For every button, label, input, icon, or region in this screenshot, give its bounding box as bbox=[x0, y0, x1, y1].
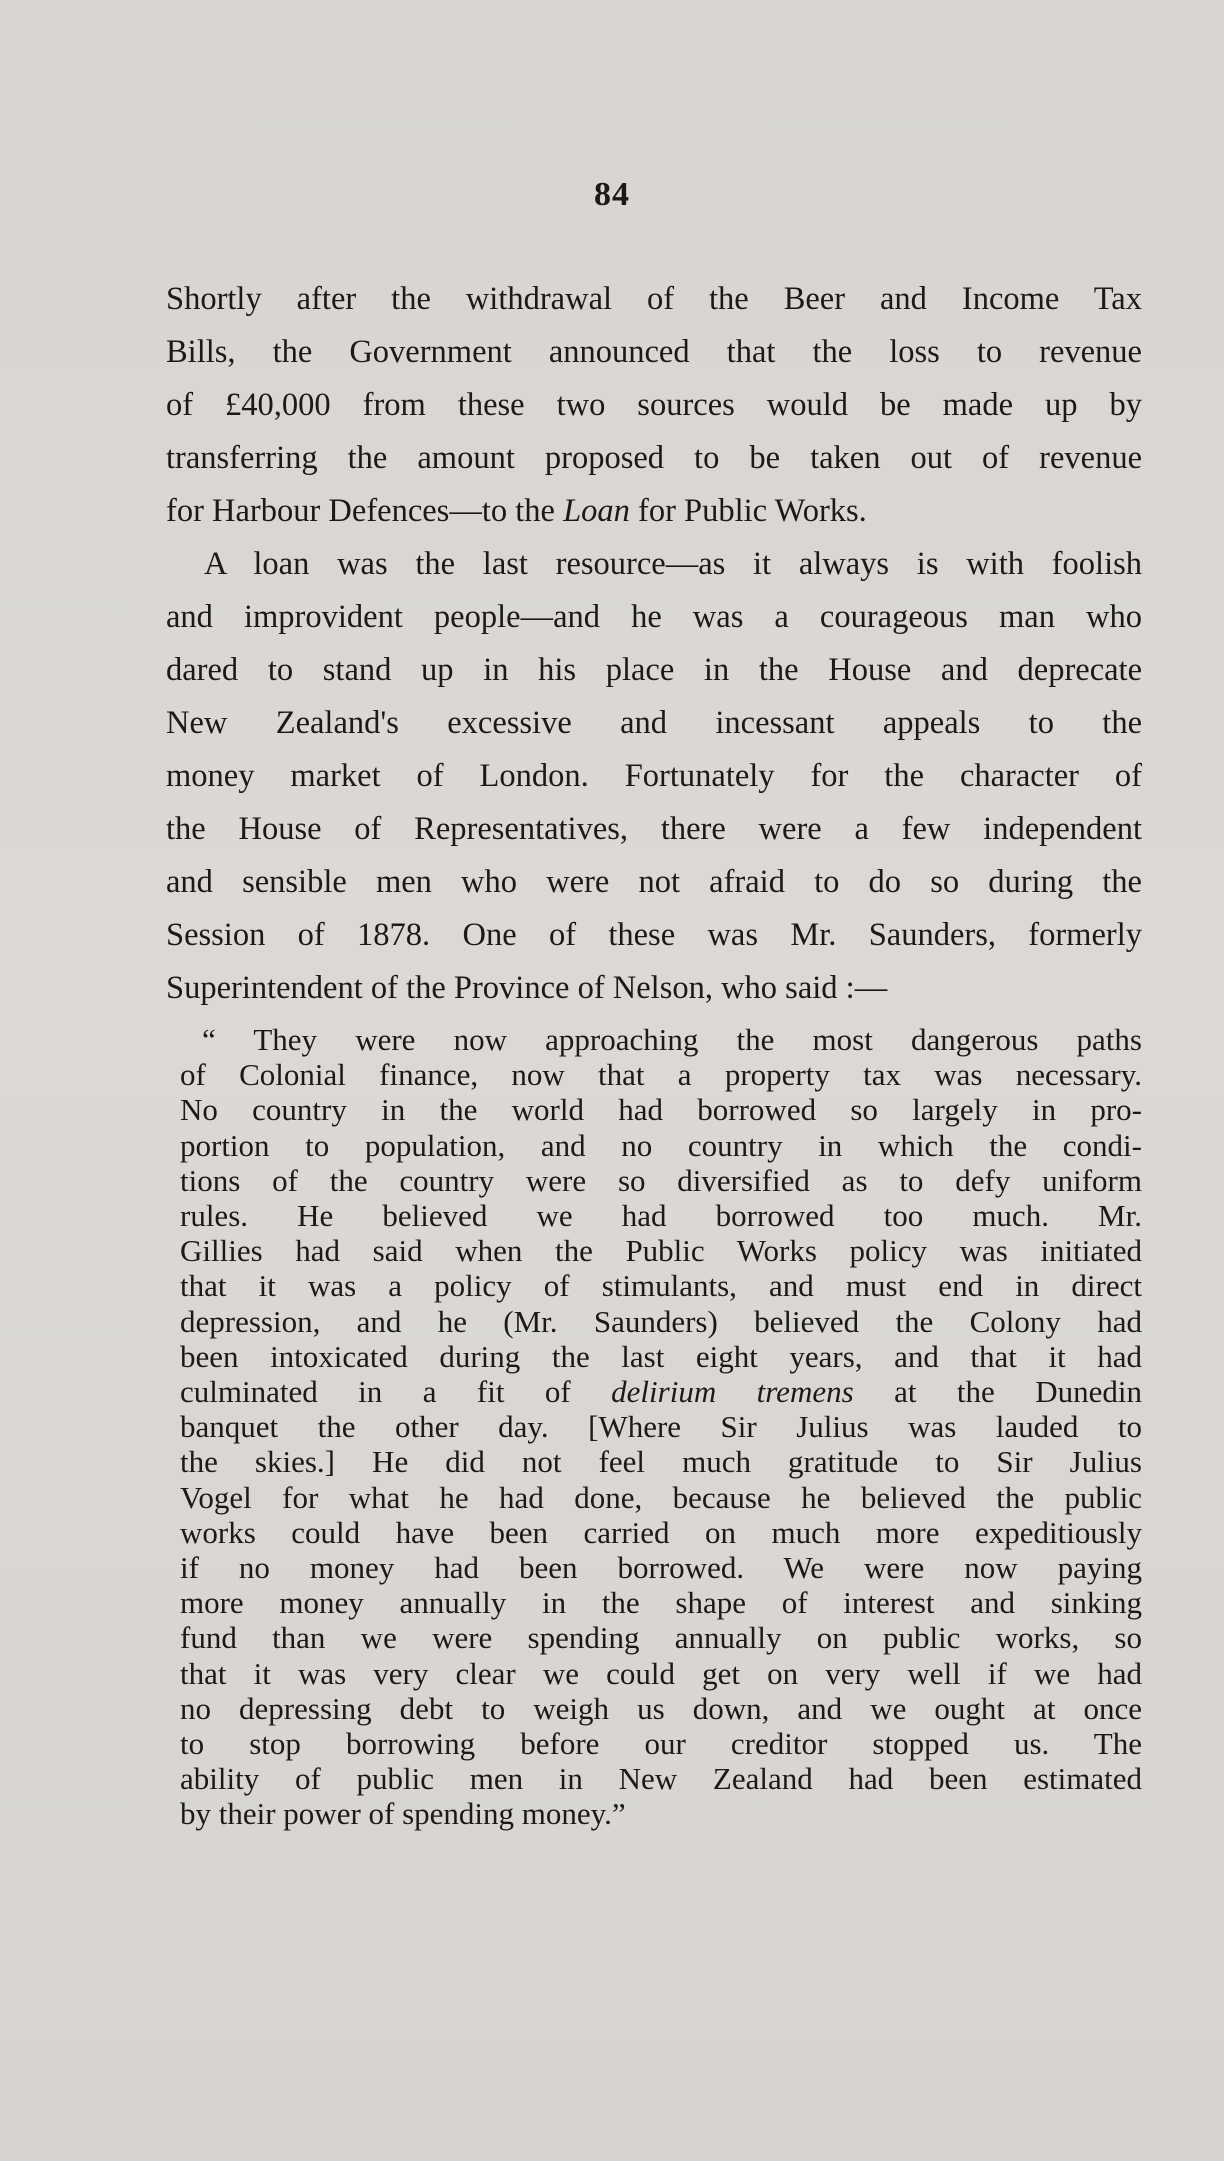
quote-line: rules. He believed we had borrowed too much. Mr. bbox=[180, 1198, 1142, 1234]
quote-line: to stop borrowing before our creditor stopped us. The bbox=[180, 1726, 1142, 1762]
quote-line: no depressing debt to weigh us down, and we ought at once bbox=[180, 1690, 1142, 1726]
text-segment: for Public Works. bbox=[629, 493, 867, 529]
paragraph-2 bbox=[166, 538, 1142, 1015]
text-line: dared to stand up in his place in the House and deprecate bbox=[166, 652, 1142, 688]
italic-text: delirium tremens bbox=[611, 1374, 854, 1410]
quote-line: Gillies had said when the Public Works policy was initiated bbox=[180, 1233, 1142, 1269]
italic-text: Loan bbox=[563, 493, 630, 529]
text-line: of £40,000 from these two sources would be made up by bbox=[166, 387, 1142, 423]
quote-line: banquet the other day. [Where Sir Julius was lauded to bbox=[180, 1409, 1142, 1445]
quote-line: “ They were now approaching the most dangerous paths bbox=[202, 1022, 1142, 1057]
quote-line: Vogel for what he had done, because he believed the public bbox=[180, 1479, 1142, 1515]
text-segment: culminated in a fit of bbox=[180, 1374, 612, 1410]
text-line: Superintendent of the Province of Nelson, who said :— bbox=[166, 970, 888, 1006]
quote-line: portion to population, and no country in which the condi- bbox=[180, 1127, 1142, 1163]
quote-line: been intoxicated during the last eight years, and that it had bbox=[180, 1338, 1142, 1374]
quote-line: No country in the world had borrowed so largely in pro- bbox=[180, 1092, 1142, 1128]
text-line: Shortly after the withdrawal of the Beer and Income Tax bbox=[166, 281, 1142, 317]
text-segment: at the Dunedin bbox=[853, 1374, 1142, 1410]
text-line: the House of Representatives, there were a few independent bbox=[166, 811, 1142, 847]
quote-line: the skies.] He did not feel much gratitude to Sir Julius bbox=[180, 1444, 1142, 1480]
quote-line: that it was a policy of stimulants, and must end in direct bbox=[180, 1268, 1142, 1304]
quote-line: by their power of spending money.” bbox=[180, 1796, 626, 1832]
text-line: A loan was the last resource—as it always is with foolish bbox=[204, 546, 1142, 582]
quote-line bbox=[180, 1374, 1142, 1409]
text-line bbox=[166, 485, 1142, 538]
quote-line: of Colonial finance, now that a property tax was necessary. bbox=[180, 1057, 1142, 1093]
text-line: money market of London. Fortunately for the character of bbox=[166, 758, 1142, 794]
quote-line: more money annually in the shape of interest and sinking bbox=[180, 1585, 1142, 1621]
page-number: 84 bbox=[594, 176, 630, 213]
text-line: and sensible men who were not afraid to do so during the bbox=[166, 864, 1142, 900]
quote-line: works could have been carried on much more expeditiously bbox=[180, 1514, 1142, 1550]
quote-line: ability of public men in New Zealand had been estimated bbox=[180, 1761, 1142, 1797]
quote-line: that it was very clear we could get on very well if we had bbox=[180, 1655, 1142, 1691]
text-line: Session of 1878. One of these was Mr. Saunders, formerly bbox=[166, 917, 1142, 953]
quote-line: if no money had been borrowed. We were now paying bbox=[180, 1550, 1142, 1586]
text-line: and improvident people—and he was a courageous man who bbox=[166, 599, 1142, 635]
quote-line: fund than we were spending annually on public works, so bbox=[180, 1620, 1142, 1656]
text-line: Bills, the Government announced that the loss to revenue bbox=[166, 334, 1142, 370]
paragraph-1 bbox=[166, 273, 1142, 538]
quotation-block bbox=[180, 1022, 1142, 1832]
text-segment: for Harbour Defences—to the bbox=[166, 493, 564, 529]
quote-line: depression, and he (Mr. Saunders) believed the Colony had bbox=[180, 1303, 1142, 1339]
text-line: transferring the amount proposed to be taken out of revenue bbox=[166, 440, 1142, 476]
text-line: New Zealand's excessive and incessant appeals to the bbox=[166, 705, 1142, 741]
quote-line: tions of the country were so diversified as to defy uniform bbox=[180, 1162, 1142, 1198]
